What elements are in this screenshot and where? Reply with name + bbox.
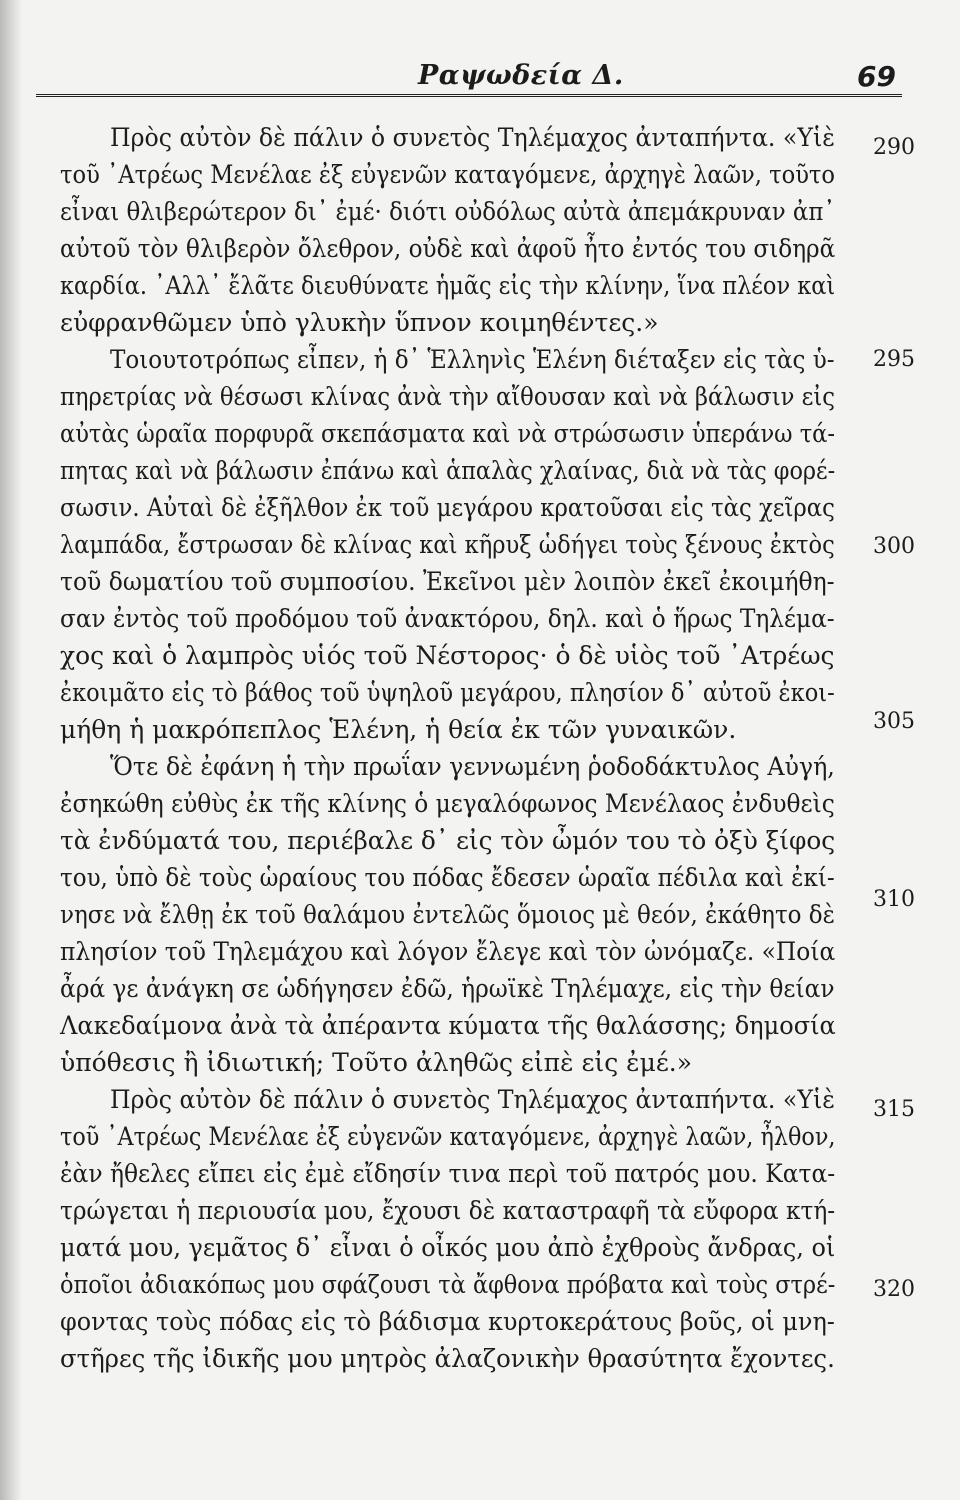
text-line: ματά μου, γεμᾶτος δ᾿ εἶναι ὁ οἶκός μου ἀπὸ ἐχθροὺς ἄνδρας, οἱ xyxy=(60,1233,836,1262)
text-line: αὐτοῦ τὸν θλιβερὸν ὄλεθρον, οὐδὲ καὶ ἀφοῦ ἦτο ἐντός του σιδηρᾶ xyxy=(60,234,836,263)
verse-number: 300 xyxy=(873,534,915,559)
text-line: φοντας τοὺς πόδας εἰς τὸ βάδισμα κυρτοκεράτους βοῦς, οἱ μνη- xyxy=(60,1307,835,1336)
running-title: Ραψωδεία Δ. xyxy=(418,60,624,91)
text-line: στῆρες τῆς ἰδικῆς μου μητρὸς ἀλαζονικὴν θρασύτητα ἔχοντες. xyxy=(60,1344,835,1373)
text-line: τοῦ δωματίου τοῦ συμποσίου. Ἐκεῖνοι μὲν λοιπὸν ἐκεῖ ἐκοιμήθη- xyxy=(60,567,835,596)
text-line: τρώγεται ἡ περιουσία μου, ἔχουσι δὲ καταστραφῆ τὰ εὔφορα κτή- xyxy=(60,1196,836,1225)
verse-number: 320 xyxy=(873,1277,915,1302)
verse-number: 305 xyxy=(873,709,915,734)
text-line: τὰ ἐνδύματά του, περιέβαλε δ᾿ εἰς τὸν ὦμόν του τὸ ὀξὺ ξίφος xyxy=(60,826,836,855)
text-line: Λακεδαίμονα ἀνὰ τὰ ἀπέραντα κύματα τῆς θαλάσσης; δημοσία xyxy=(60,1011,836,1040)
verse-number: 295 xyxy=(873,347,915,372)
text-line: Ὅτε δὲ ἐφάνη ἡ τὴν πρωΐαν γεννωμένη ῥοδοδάκτυλος Αὐγή, xyxy=(110,752,835,781)
text-line: ὁποῖοι ἀδιακόπως μου σφάζουσι τὰ ἄφθονα πρόβατα καὶ τοὺς στρέ- xyxy=(60,1270,836,1299)
text-line: σαν ἐντὸς τοῦ προδόμου τοῦ ἀνακτόρου, δηλ. καὶ ὁ ἥρως Τηλέμα- xyxy=(60,604,835,633)
text-line: τοῦ ᾿Ατρέως Μενέλαε ἐξ εὐγενῶν καταγόμενε, ἀρχηγὲ λαῶν, ἦλθον, xyxy=(60,1122,836,1151)
text-line: πλησίον τοῦ Τηλεμάχου καὶ λόγον ἔλεγε καὶ τὸν ὠνόμαζε. «Ποία xyxy=(60,937,836,966)
text-line: Πρὸς αὐτὸν δὲ πάλιν ὁ συνετὸς Τηλέμαχος ἀνταπήντα. «Υἱὲ xyxy=(110,123,835,152)
text-line: ἐκοιμᾶτο εἰς τὸ βάθος τοῦ ὑψηλοῦ μεγάρου, πλησίον δ᾿ αὐτοῦ ἐκοι- xyxy=(60,678,835,707)
text-line: Τοιουτοτρόπως εἶπεν, ἡ δ᾿ Ἑλληνὶς Ἑλένη διέταξεν εἰς τὰς ὑ- xyxy=(110,345,835,374)
text-line: λαμπάδα, ἔστρωσαν δὲ κλίνας καὶ κῆρυξ ὡδήγει τοὺς ξένους ἐκτὸς xyxy=(60,530,835,559)
verse-number: 310 xyxy=(873,887,915,912)
text-line: πητας καὶ νὰ βάλωσιν ἐπάνω καὶ ἁπαλὰς χλαίνας, διὰ νὰ τὰς φορέ- xyxy=(60,456,836,485)
text-line: τοῦ ᾿Ατρέως Μενέλαε ἐξ εὐγενῶν καταγόμενε, ἀρχηγὲ λαῶν, τοῦτο xyxy=(60,160,836,189)
verse-number: 290 xyxy=(873,135,915,160)
text-line: εἶναι θλιβερώτερον δι᾿ ἐμέ· διότι οὐδόλως αὐτὰ ἀπεμάκρυναν ἀπ᾿ xyxy=(60,197,835,226)
page-edge-shadow xyxy=(0,0,22,1500)
text-line: ὑπόθεσις ἢ ἰδιωτική; Τοῦτο ἀληθῶς εἰπὲ εἰς ἐμέ.» xyxy=(60,1048,693,1077)
text-line: ἆρά γε ἀνάγκη σε ὡδήγησεν ἐδῶ, ἡρωϊκὲ Τηλέμαχε, εἰς τὴν θείαν xyxy=(60,974,835,1003)
verse-number: 315 xyxy=(873,1097,915,1122)
text-line: χος καὶ ὁ λαμπρὸς υἱός τοῦ Νέστορος· ὁ δὲ υἱὸς τοῦ ᾿Ατρέως xyxy=(60,641,835,670)
header-rule xyxy=(36,94,902,97)
text-line: νησε νὰ ἔλθῃ ἐκ τοῦ θαλάμου ἐντελῶς ὅμοιος μὲ θεόν, ἐκάθητο δὲ xyxy=(60,900,835,929)
text-line: μήθη ἡ μακρόπεπλος Ἑλένη, ἡ θεία ἐκ τῶν γυναικῶν. xyxy=(60,715,737,744)
text-line: αὐτὰς ὡραῖα πορφυρᾶ σκεπάσματα καὶ νὰ στρώσωσιν ὑπεράνω τά- xyxy=(60,419,835,448)
text-line: ἐὰν ἤθελες εἴπει εἰς ἐμὲ εἴδησίν τινα περὶ τοῦ πατρός μου. Κατα- xyxy=(60,1159,836,1188)
text-line: σωσιν. Αὐταὶ δὲ ἐξῆλθον ἐκ τοῦ μεγάρου κρατοῦσαι εἰς τὰς χεῖρας xyxy=(60,493,835,522)
text-line: Πρὸς αὐτὸν δὲ πάλιν ὁ συνετὸς Τηλέμαχος ἀνταπήντα. «Υἱὲ xyxy=(110,1085,835,1114)
text-line: πηρετρίας νὰ θέσωσι κλίνας ἀνὰ τὴν αἴθουσαν καὶ νὰ βάλωσιν εἰς xyxy=(60,382,835,411)
text-line: του, ὑπὸ δὲ τοὺς ὡραίους του πόδας ἔδεσεν ὡραῖα πέδιλα καὶ ἐκί- xyxy=(60,863,835,892)
page-number: 69 xyxy=(857,60,896,93)
text-line: εὐφρανθῶμεν ὑπὸ γλυκὴν ὕπνον κοιμηθέντες.» xyxy=(60,308,659,337)
text-line: ἐσηκώθη εὐθὺς ἐκ τῆς κλίνης ὁ μεγαλόφωνος Μενέλαος ἐνδυθεὶς xyxy=(60,789,835,818)
text-line: καρδία. ᾿Αλλ᾿ ἔλᾶτε διευθύνατε ἡμᾶς εἰς τὴν κλίνην, ἵνα πλέον καὶ xyxy=(60,271,836,300)
